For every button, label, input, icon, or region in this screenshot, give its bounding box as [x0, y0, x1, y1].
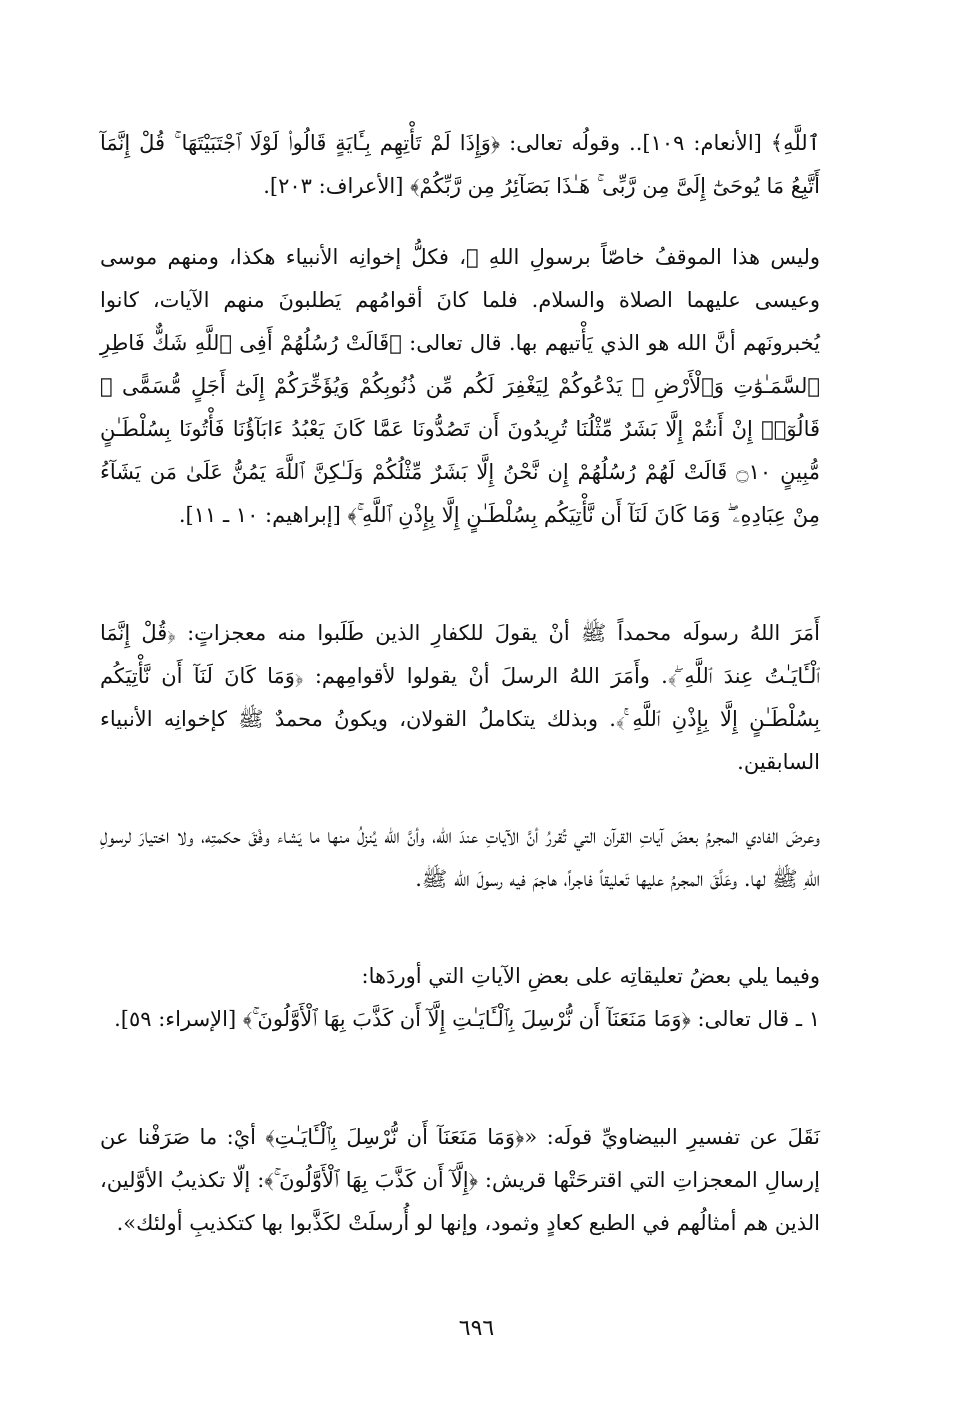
paragraph-criminal: وعرضَ الفادي المجرمُ بعضَ آياتِ القرآن التي تُقررُ أنَّ الآياتِ عندَ الله، وأنَّ الله يُنزلُ منها ما يَشاء وفْقَ حكمتِه، ولا اختيارَ لرسولِ اللهِ ﷺ لها. وعَلَّقَ المجرمُ عليها تَعليقاً فاجراً، هاجمَ فيه رسولَ الله ﷺ. [100, 824, 820, 891]
paragraph-command: أَمَرَ اللهُ رسولَه محمداً ﷺ أنْ يقولَ للكفارِ الذين طَلَبوا منه معجزاتٍ: ﴿قُلْ إِنَّمَا ٱلْـَٔايَـٰتُ عِندَ ٱللَّهِ ۖ﴾. وأَمَرَ اللهُ الرسلَ أنْ يقولوا لأقوامِهم: ﴿وَمَا كَانَ لَنَآ أَن نَّأْتِيَكُم بِسُلْطَـٰنٍ إِلَّا بِإِذْنِ ٱللَّهِ ۚ﴾. وبذلك يتكاملُ القولان، ويكونُ محمدٌ ﷺ كإخوانِه الأنبياء السابقين. [100, 621, 820, 774]
paragraph-item-1: ١ ـ قال تعالى: ﴿وَمَا مَنَعَنَآ أَن نُّرْسِلَ بِٱلْـَٔايَـٰتِ إِلَّآ أَن كَذَّبَ بِهَا ٱلْأَوَّلُونَ ۚ﴾ [الإسراء: ٥٩]. [114, 1007, 820, 1031]
paragraph-intro-list: وفيما يلي بعضُ تعليقاتِه على بعضِ الآياتِ التي أوردَها: [361, 964, 820, 988]
page-number: ٦٩٦ [458, 1316, 495, 1341]
paragraph-baydawi: نَقَلَ عن تفسيرِ البيضاويِّ قولَه: «﴿وَمَا مَنَعَنَآ أَن نُّرْسِلَ بِٱلْـَٔايَـٰتِ﴾ أيْ: ما صَرَفْنا عن إرسالِ المعجزاتِ التي اقترحَتْها قريش: ﴿إِلَّآ أَن كَذَّبَ بِهَا ٱلْأَوَّلُونَ ۚ﴾: إلّا تكذيبُ الأوَّلين، الذين هم أمثالُهم في الطبع كعادٍ وثمود، وإنها لو أُرسلَتْ لكَذَّبوا بها كتكذيبِ أولئك». [100, 1125, 820, 1235]
paragraph-continuation: ٱللَّهِ﴾ [الأنعام: ١٠٩].. وقولُه تعالى: ﴿وَإِذَا لَمْ تَأْتِهِم بِـَٔايَةٍ قَالُوا۟ لَوْلَا ٱجْتَبَيْتَهَا ۚ قُلْ إِنَّمَآ أَتَّبِعُ مَا يُوحَىٰٓ إِلَىَّ مِن رَّبِّى ۚ هَـٰذَا بَصَآئِرُ مِن رَّبِّكُمْ﴾ [الأعراف: ٢٠٣]. [100, 131, 821, 198]
paragraph-prophets: وليس هذا الموقفُ خاصّاً برسولِ اللهِ ﷺ، فكلُّ إخوانِه الأنبياء هكذا، ومنهم موسى وعيسى عليهما الصلاة والسلام. فلما كانَ أقوامُهم يَطلبونَ منهم الآيات، كانوا يُخبرونَهم أنَّ الله هو الذي يَأْتيهم بها. قال تعالى: ﴿قَالَتْ رُسُلُهُمْ أَفِى ٱللَّهِ شَكٌّ فَاطِرِ ٱلسَّمَـٰوَٰتِ وَٱلْأَرْضِ ۖ يَدْعُوكُمْ لِيَغْفِرَ لَكُم مِّن ذُنُوبِكُمْ وَيُؤَخِّرَكُمْ إِلَىٰٓ أَجَلٍ مُّسَمًّى ۚ قَالُوٓا۟ إِنْ أَنتُمْ إِلَّا بَشَرٌ مِّثْلُنَا تُرِيدُونَ أَن تَصُدُّونَا عَمَّا كَانَ يَعْبُدُ ءَابَآؤُنَا فَأْتُونَا بِسُلْطَـٰنٍ مُّبِينٍ ۝١٠ قَالَتْ لَهُمْ رُسُلُهُمْ إِن نَّحْنُ إِلَّا بَشَرٌ مِّثْلُكُمْ وَلَـٰكِنَّ ٱللَّهَ يَمُنُّ عَلَىٰ مَن يَشَآءُ مِنْ عِبَادِهِۦ ۖ وَمَا كَانَ لَنَآ أَن نَّأْتِيَكُم بِسُلْطَـٰنٍ إِلَّا بِإِذْنِ ٱللَّهِ ۚ﴾ [إبراهيم: ١٠ ـ ١١]. [100, 245, 821, 527]
